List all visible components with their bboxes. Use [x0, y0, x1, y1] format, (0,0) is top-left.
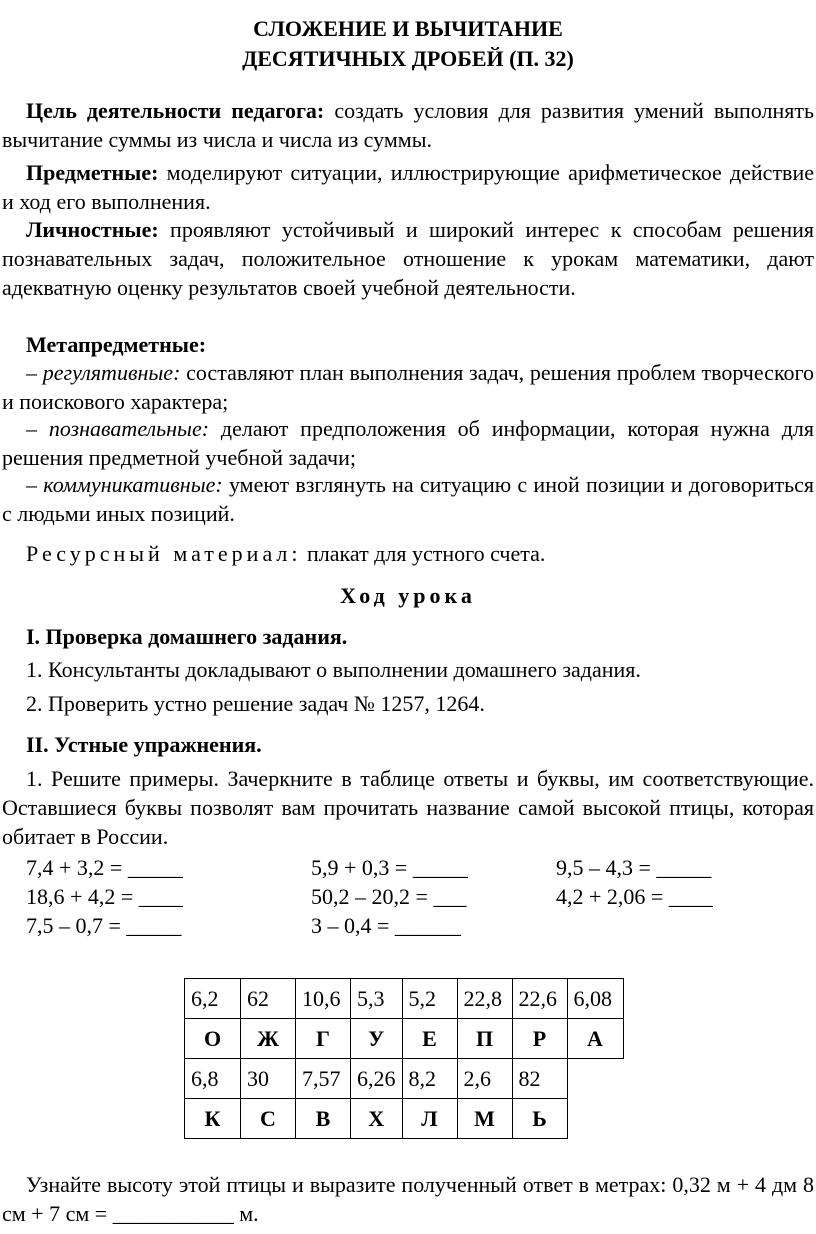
answer-letter-table	[184, 978, 624, 1139]
section2-heading: II. Устные упражнения.	[26, 732, 262, 757]
table-cell-number: 7,57	[296, 1059, 351, 1099]
table-cell-letter: Х	[351, 1099, 403, 1139]
expression: 5,9 + 0,3 = _____	[311, 855, 468, 880]
personal-text: проявляют устойчивый и широкий интерес к способам решения познавательных задач, положительное отношение к урокам математики, дают адекватную оценку результатов своей учебной деятельности.	[2, 217, 814, 300]
lesson-heading: Ход урока	[340, 583, 476, 608]
meta-item-regulative: – регулятивные: составляют план выполнения задач, решения проблем творческого и поискового характера;	[2, 360, 814, 414]
table-cell-number: 62	[241, 979, 296, 1019]
resource-paragraph	[2, 539, 814, 568]
subject-paragraph	[2, 158, 814, 216]
table-cell-number: 30	[241, 1059, 296, 1099]
final-task: Узнайте высоту этой птицы и выразите полученный ответ в метрах: 0,32 м + 4 дм 8 см + 7 см = ___________ м.	[2, 1172, 814, 1226]
table-cell-letter: Ж	[241, 1019, 296, 1059]
meta-item-cognitive: – познавательные: делают предположения об информации, которая нужна для решения предметной учебной задачи;	[2, 416, 814, 470]
title-line-1: СЛОЖЕНИЕ И ВЫЧИТАНИЕ	[253, 16, 563, 41]
goal-label: Цель деятельности педагога:	[26, 98, 325, 123]
table-cell-letter: Ь	[512, 1099, 567, 1139]
expression: 3 – 0,4 = ______	[311, 913, 461, 938]
table-cell-number: 5,3	[351, 979, 403, 1019]
title-line-2: ДЕСЯТИЧНЫХ ДРОБЕЙ (П. 32)	[242, 46, 574, 71]
table-cell-empty	[567, 1099, 623, 1139]
table-row	[185, 979, 624, 1019]
subject-label: Предметные:	[26, 160, 159, 185]
goal-paragraph	[2, 96, 814, 154]
table-cell-number: 2,6	[457, 1059, 512, 1099]
meta-item-communicative: – коммуникативные: умеют взглянуть на ситуацию с иной позиции и договориться с людьми иных позиций.	[2, 472, 814, 526]
expression: 18,6 + 4,2 = ____	[26, 884, 183, 909]
resource-label: Ресурсный материал:	[26, 541, 302, 566]
table-cell-letter: С	[241, 1099, 296, 1139]
table-cell-number: 6,2	[185, 979, 241, 1019]
table-cell-letter: П	[457, 1019, 512, 1059]
table-cell-number: 22,8	[457, 979, 512, 1019]
table-cell-number: 6,08	[567, 979, 623, 1019]
table-cell-number: 22,6	[512, 979, 567, 1019]
table-cell-letter: А	[567, 1019, 623, 1059]
expression: 7,5 – 0,7 = _____	[26, 913, 182, 938]
table-cell-letter: У	[351, 1019, 403, 1059]
resource-text: плакат для устного счета.	[301, 541, 546, 566]
table-cell-number: 82	[512, 1059, 567, 1099]
table-row	[185, 1019, 624, 1059]
table-cell-letter: Е	[402, 1019, 457, 1059]
section1-item-1: 1. Консультанты докладывают о выполнении домашнего задания.	[26, 657, 641, 682]
table-cell-number: 5,2	[402, 979, 457, 1019]
section2-task: 1. Решите примеры. Зачеркните в таблице ответы и буквы, им соответствующие. Оставшиеся буквы позволят вам прочитать название самой высокой птицы, которая обитает в России.	[2, 766, 814, 849]
table-cell-letter: К	[185, 1099, 241, 1139]
table-row	[185, 1099, 624, 1139]
personal-paragraph	[2, 215, 814, 302]
table-cell-letter: О	[185, 1019, 241, 1059]
table-cell-letter: Л	[402, 1099, 457, 1139]
table-cell-empty	[567, 1059, 623, 1099]
expression: 7,4 + 3,2 = _____	[26, 855, 183, 880]
personal-label: Личностные:	[26, 217, 159, 242]
goal-text: создать условия для развития умений выполнять вычитание суммы из числа и числа из суммы.	[2, 98, 814, 152]
table-cell-number: 10,6	[296, 979, 351, 1019]
table-cell-letter: М	[457, 1099, 512, 1139]
table-cell-number: 6,26	[351, 1059, 403, 1099]
section1-item-2: 2. Проверить устно решение задач № 1257, 1264.	[26, 691, 485, 716]
meta-label: Метапредметные:	[26, 332, 207, 357]
subject-text: моделируют ситуации, иллюстрирующие арифметическое действие и ход его выполнения.	[2, 160, 814, 214]
expression: 9,5 – 4,3 = _____	[556, 855, 712, 880]
table-cell-letter: В	[296, 1099, 351, 1139]
table-cell-number: 6,8	[185, 1059, 241, 1099]
table-cell-letter: Р	[512, 1019, 567, 1059]
section1-heading: I. Проверка домашнего задания.	[26, 624, 348, 649]
table-cell-number: 8,2	[402, 1059, 457, 1099]
table-cell-letter: Г	[296, 1019, 351, 1059]
expression: 50,2 – 20,2 = ___	[311, 884, 467, 909]
table-row	[185, 1059, 624, 1099]
expression: 4,2 + 2,06 = ____	[556, 884, 713, 909]
